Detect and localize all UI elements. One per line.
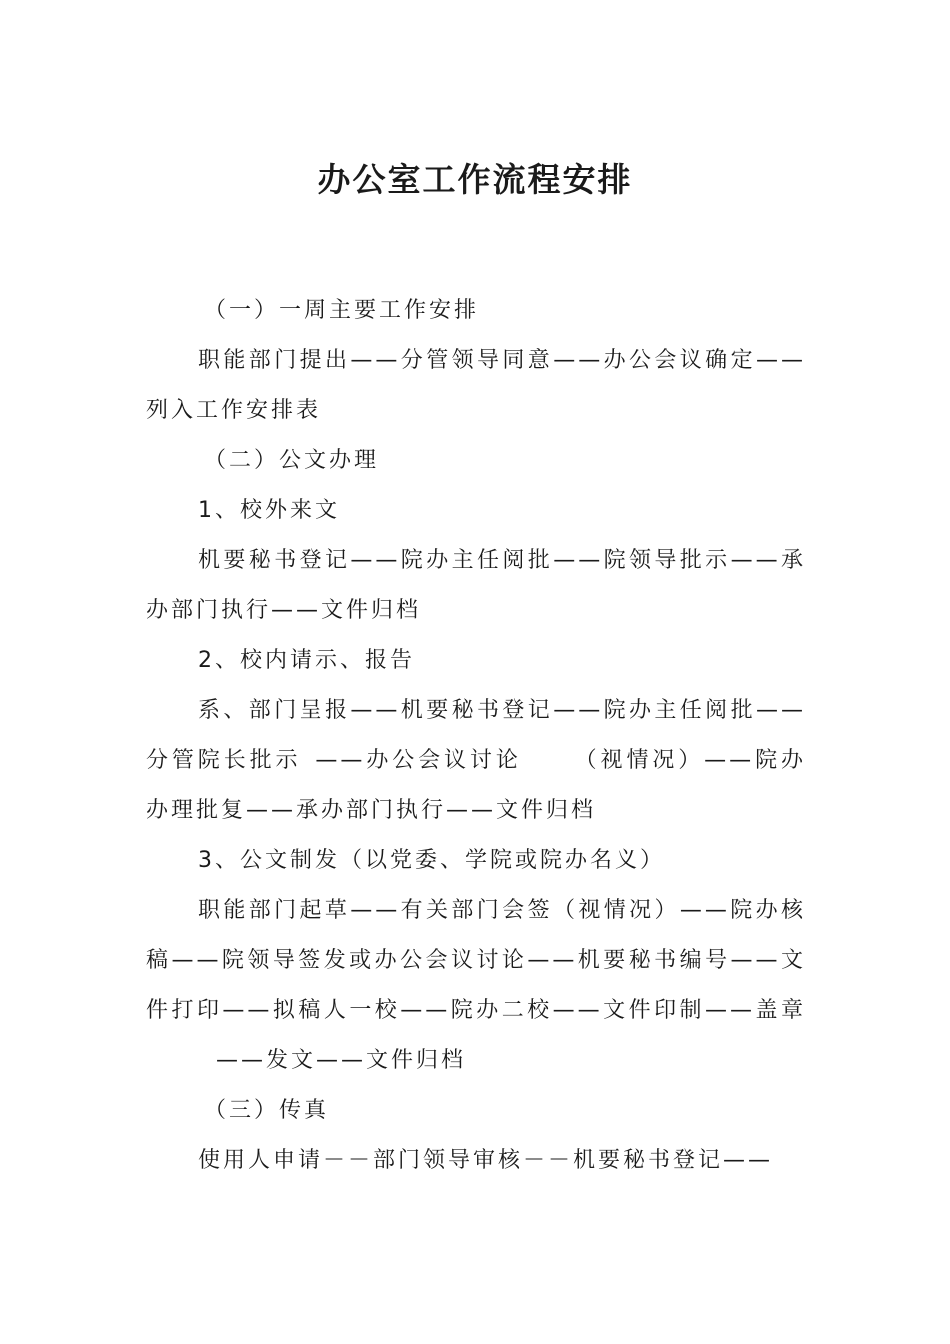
internal-requests-flow-part-b: ——办公会议讨论	[315, 748, 522, 773]
document-title: 办公室工作流程安排	[317, 160, 633, 199]
subheading-document-issuing: 3、公文制发（以党委、学院或院办名义）	[198, 848, 665, 873]
subheading-external-documents: 1、校外来文	[198, 498, 340, 523]
internal-requests-flow-part-a: 系、部门呈报——机要秘书登记——院办主任阅批——分管院长批示	[146, 698, 806, 773]
document-body	[146, 286, 806, 1186]
document-issuing-flow	[146, 886, 806, 1086]
section-heading-weekly-schedule: （一）一周主要工作安排	[204, 298, 480, 323]
section-heading-fax: （三）传真	[204, 1098, 330, 1123]
document-issuing-flow-part-b: ——发文——文件归档	[216, 1048, 467, 1073]
fax-flow: 使用人申请－－部门领导审核－－机要秘书登记——	[198, 1148, 774, 1173]
internal-requests-flow-part-c: （视情况）——院办办理批复——承办部门执行——文件归档	[146, 748, 806, 823]
internal-requests-flow	[146, 686, 806, 836]
section-heading-document-handling: （二）公文办理	[204, 448, 380, 473]
external-documents-flow: 机要秘书登记——院办主任阅批——院领导批示——承办部门执行——文件归档	[146, 548, 806, 623]
weekly-schedule-flow: 职能部门提出——分管领导同意——办公会议确定——列入工作安排表	[146, 348, 806, 423]
document-issuing-flow-part-a: 职能部门起草——有关部门会签（视情况）——院办核稿——院领导签发或办公会议讨论——机要秘书编号——文件打印——拟稿人一校——院办二校——文件印制——盖章	[146, 898, 806, 1023]
subheading-internal-requests: 2、校内请示、报告	[198, 648, 415, 673]
